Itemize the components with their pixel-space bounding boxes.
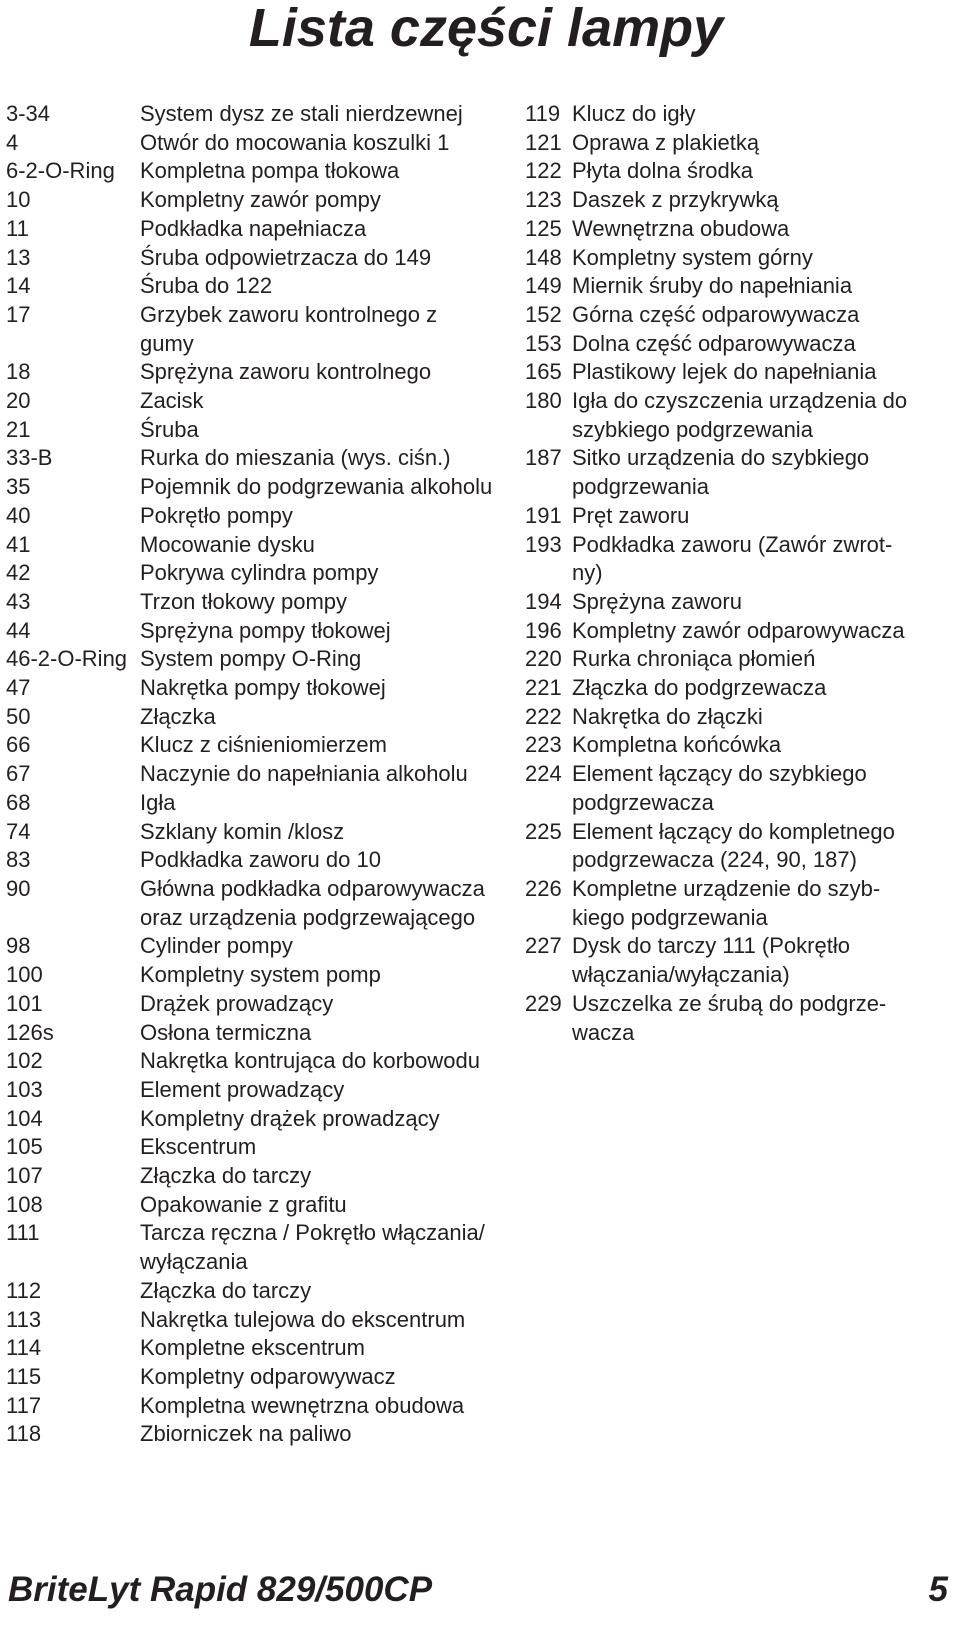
part-description: Zbiorniczek na paliwo	[140, 1421, 352, 1447]
part-number: 125	[525, 215, 562, 241]
part-description: Kompletna pompa tłokowa	[140, 158, 400, 184]
part-number: 107	[6, 1163, 43, 1189]
part-row	[6, 588, 526, 617]
part-number: 224	[525, 761, 562, 787]
part-row	[6, 272, 526, 301]
part-row	[6, 1019, 526, 1048]
part-number: 108	[6, 1191, 43, 1217]
part-row	[6, 1076, 526, 1105]
part-description: Grzybek zaworu kontrolnego z gumy	[140, 301, 438, 356]
part-description: Sprężyna zaworu kontrolnego	[140, 359, 432, 385]
part-number: 117	[6, 1392, 42, 1418]
part-row	[6, 416, 526, 445]
part-row	[525, 186, 955, 215]
part-row	[6, 789, 526, 818]
part-number: 46-2-O-Ring	[6, 646, 128, 672]
part-number: 42	[6, 560, 31, 586]
part-number: 112	[6, 1277, 42, 1303]
part-description: Podkładka zaworu do 10	[140, 847, 381, 873]
parts-list-left	[6, 100, 526, 1449]
part-number: 148	[525, 244, 562, 270]
part-number: 121	[525, 129, 562, 155]
part-description: Element łączący do kompletnego podgrzewacza (224, 90, 187)	[572, 818, 895, 873]
part-row	[6, 244, 526, 273]
part-number: 4	[6, 129, 19, 155]
part-number: 227	[525, 933, 562, 959]
part-number: 222	[525, 703, 562, 729]
part-number: 18	[6, 359, 31, 385]
part-row	[525, 588, 955, 617]
part-row	[6, 818, 526, 847]
part-number: 194	[525, 588, 562, 614]
part-description: Rurka chroniąca płomień	[572, 646, 816, 672]
part-number: 83	[6, 847, 31, 873]
part-row	[6, 444, 526, 473]
part-row	[525, 157, 955, 186]
part-number: 98	[6, 933, 31, 959]
part-row	[6, 1420, 526, 1449]
part-row	[6, 1191, 526, 1220]
part-description: Zacisk	[140, 388, 204, 414]
part-row	[6, 301, 526, 358]
part-row	[6, 559, 526, 588]
part-description: Kompletna końcówka	[572, 732, 782, 758]
part-description: Śruba do 122	[140, 273, 273, 299]
part-description: Nakrętka kontrująca do korbowodu	[140, 1048, 480, 1074]
part-row	[6, 502, 526, 531]
part-number: 104	[6, 1105, 43, 1131]
part-description: Górna część odparowywacza	[572, 301, 860, 327]
part-description: Kompletny odparowywacz	[140, 1363, 396, 1389]
part-row	[6, 157, 526, 186]
part-row	[525, 818, 955, 875]
part-description: Sitko urządzenia do szybkiego podgrzewania	[572, 445, 870, 500]
page-title: Lista części lampy	[248, 0, 724, 58]
part-number: 14	[6, 273, 31, 299]
part-row	[6, 674, 526, 703]
parts-list-right	[525, 100, 955, 1047]
part-number: 220	[525, 646, 562, 672]
part-description: Klucz z ciśnieniomierzem	[140, 732, 387, 758]
part-number: 114	[6, 1335, 42, 1361]
part-number: 191	[525, 502, 562, 528]
part-description: Pojemnik do podgrzewania alkoholu	[140, 474, 493, 500]
part-row	[525, 129, 955, 158]
part-description: Nakrętka pompy tłokowej	[140, 675, 386, 701]
part-row	[525, 875, 955, 932]
part-description: Trzon tłokowy pompy	[140, 588, 348, 614]
part-description: Pokrętło pompy	[140, 502, 293, 528]
part-row	[6, 990, 526, 1019]
part-number: 123	[525, 187, 562, 213]
part-row	[525, 358, 955, 387]
part-description: Drążek prowadzący	[140, 990, 334, 1016]
part-row	[6, 731, 526, 760]
part-description: Kompletne ekscentrum	[140, 1335, 365, 1361]
part-number: 180	[525, 388, 562, 414]
part-number: 40	[6, 502, 31, 528]
part-row	[525, 703, 955, 732]
part-row	[525, 444, 955, 501]
part-row	[6, 215, 526, 244]
part-row	[6, 961, 526, 990]
part-row	[525, 617, 955, 646]
part-number: 100	[6, 962, 43, 988]
part-number: 68	[6, 789, 31, 815]
part-row	[525, 502, 955, 531]
part-row	[6, 645, 526, 674]
part-description: Tarcza ręczna / Pokrętło włączania/ wyłączania	[140, 1220, 485, 1275]
part-row	[6, 1219, 526, 1276]
part-description: Szklany komin /klosz	[140, 818, 345, 844]
part-description: Wewnętrzna obudowa	[572, 215, 790, 241]
part-description: Plastikowy lejek do napełniania	[572, 359, 877, 385]
part-description: Złączka do tarczy	[140, 1163, 312, 1189]
part-description: Sprężyna zaworu	[572, 588, 742, 614]
part-number: 223	[525, 732, 562, 758]
part-description: Daszek z przykrywką	[572, 187, 779, 213]
part-row	[6, 387, 526, 416]
part-row	[525, 531, 955, 588]
part-row	[6, 760, 526, 789]
part-number: 43	[6, 588, 31, 614]
part-row	[6, 1306, 526, 1335]
part-description: Naczynie do napełniania alkoholu	[140, 761, 468, 787]
page-number: 5	[928, 1570, 948, 1609]
part-description: Pokrywa cylindra pompy	[140, 560, 379, 586]
part-description: Główna podkładka odparowywacza oraz urządzenia podgrzewającego	[140, 875, 485, 930]
part-description: Kompletny system górny	[572, 244, 813, 270]
part-number: 193	[525, 531, 562, 557]
part-number: 152	[525, 301, 562, 327]
part-row	[6, 1133, 526, 1162]
part-number: 187	[525, 445, 562, 471]
part-row	[6, 1334, 526, 1363]
part-row	[6, 1105, 526, 1134]
part-description: Kompletny zawór pompy	[140, 187, 381, 213]
part-number: 126s	[6, 1019, 54, 1045]
part-row	[6, 1047, 526, 1076]
part-description: System pompy O-Ring	[140, 646, 362, 672]
part-description: Otwór do mocowania koszulki 1	[140, 129, 450, 155]
part-description: Element łączący do szybkiego podgrzewacza	[572, 761, 867, 815]
part-description: Rurka do mieszania (wys. ciśn.)	[140, 445, 451, 471]
part-number: 149	[525, 273, 562, 299]
part-description: System dysz ze stali nierdzewnej	[140, 101, 463, 126]
part-row	[525, 100, 955, 129]
part-row	[525, 272, 955, 301]
part-row	[525, 932, 955, 989]
part-row	[525, 645, 955, 674]
part-number: 13	[6, 244, 31, 270]
part-number: 221	[525, 675, 562, 701]
part-description: Złączka do tarczy	[140, 1277, 312, 1303]
page-footer	[8, 1570, 948, 1610]
part-description: Kompletny zawór odparowywacza	[572, 617, 905, 643]
part-description: Śruba	[140, 416, 199, 442]
part-number: 196	[525, 617, 562, 643]
part-number: 21	[6, 416, 31, 442]
part-description: Igła do czyszczenia urządzenia do szybkiego podgrzewania	[572, 388, 908, 442]
part-row	[6, 1277, 526, 1306]
part-number: 6-2-O-Ring	[6, 158, 115, 184]
part-row	[6, 846, 526, 875]
part-number: 66	[6, 732, 31, 758]
part-row	[6, 100, 526, 129]
part-description: Mocowanie dysku	[140, 531, 315, 557]
part-description: Nakrętka do złączki	[572, 703, 763, 729]
part-description: Klucz do igły	[572, 101, 696, 126]
part-number: 102	[6, 1048, 43, 1074]
part-number: 118	[6, 1421, 42, 1447]
part-row	[525, 215, 955, 244]
part-number: 226	[525, 875, 562, 901]
part-description: Igła	[140, 789, 176, 815]
part-description: Nakrętka tulejowa do ekscentrum	[140, 1306, 466, 1332]
product-name: BriteLyt Rapid 829/500CP	[8, 1570, 433, 1609]
part-number: 101	[6, 990, 43, 1016]
part-row	[6, 1162, 526, 1191]
part-number: 3-34	[6, 101, 51, 126]
part-description: Śruba odpowietrzacza do 149	[140, 244, 432, 270]
part-description: Cylinder pompy	[140, 933, 293, 959]
part-number: 111	[6, 1220, 40, 1246]
part-row	[6, 1363, 526, 1392]
part-row	[525, 990, 955, 1047]
part-number: 20	[6, 388, 31, 414]
part-number: 103	[6, 1076, 43, 1102]
part-number: 50	[6, 703, 31, 729]
part-row	[6, 875, 526, 932]
part-row	[525, 301, 955, 330]
part-description: Uszczelka ze śrubą do podgrze- wacza	[572, 990, 887, 1045]
part-row	[525, 731, 955, 760]
part-row	[525, 760, 955, 817]
part-number: 33-B	[6, 445, 53, 471]
part-description: Kompletny drążek prowadzący	[140, 1105, 440, 1131]
part-description: Oprawa z plakietką	[572, 129, 760, 155]
part-description: Złączka	[140, 703, 216, 729]
part-number: 229	[525, 990, 562, 1016]
part-number: 225	[525, 818, 562, 844]
part-description: Złączka do podgrzewacza	[572, 675, 827, 701]
part-number: 47	[6, 675, 31, 701]
part-description: Osłona termiczna	[140, 1019, 312, 1045]
part-number: 90	[6, 875, 31, 901]
part-number: 17	[6, 301, 31, 327]
part-row	[525, 387, 955, 444]
part-number: 119	[525, 101, 561, 126]
part-number: 165	[525, 359, 562, 385]
part-number: 11	[6, 215, 29, 241]
part-description: Miernik śruby do napełniania	[572, 273, 853, 299]
part-number: 10	[6, 187, 31, 213]
part-description: Kompletna wewnętrzna obudowa	[140, 1392, 465, 1418]
part-description: Podkładka zaworu (Zawór zwrot- ny)	[572, 531, 893, 586]
part-row	[6, 932, 526, 961]
part-row	[6, 358, 526, 387]
part-number: 115	[6, 1363, 42, 1389]
part-description: Kompletny system pomp	[140, 962, 381, 988]
part-row	[6, 1392, 526, 1421]
part-row	[525, 674, 955, 703]
part-row	[525, 330, 955, 359]
part-row	[6, 473, 526, 502]
part-row	[6, 617, 526, 646]
part-number: 35	[6, 474, 31, 500]
part-row	[6, 186, 526, 215]
part-description: Pręt zaworu	[572, 502, 690, 528]
part-row	[6, 129, 526, 158]
part-description: Dysk do tarczy 111 (Pokrętło włączania/wyłączania)	[572, 933, 850, 988]
part-number: 153	[525, 330, 562, 356]
part-description: Opakowanie z grafitu	[140, 1191, 347, 1217]
part-description: Ekscentrum	[140, 1134, 257, 1160]
part-row	[6, 703, 526, 732]
part-description: Element prowadzący	[140, 1076, 345, 1102]
part-number: 105	[6, 1134, 43, 1160]
part-description: Sprężyna pompy tłokowej	[140, 617, 391, 643]
part-description: Kompletne urządzenie do szyb- kiego podgrzewania	[572, 875, 881, 930]
part-number: 122	[525, 158, 562, 184]
part-description: Podkładka napełniacza	[140, 215, 367, 241]
part-number: 67	[6, 761, 31, 787]
part-number: 41	[6, 531, 31, 557]
part-row	[525, 244, 955, 273]
part-description: Płyta dolna środka	[572, 158, 753, 184]
part-number: 113	[6, 1306, 42, 1332]
part-number: 74	[6, 818, 31, 844]
part-row	[6, 531, 526, 560]
part-number: 44	[6, 617, 31, 643]
part-description: Dolna część odparowywacza	[572, 330, 856, 356]
